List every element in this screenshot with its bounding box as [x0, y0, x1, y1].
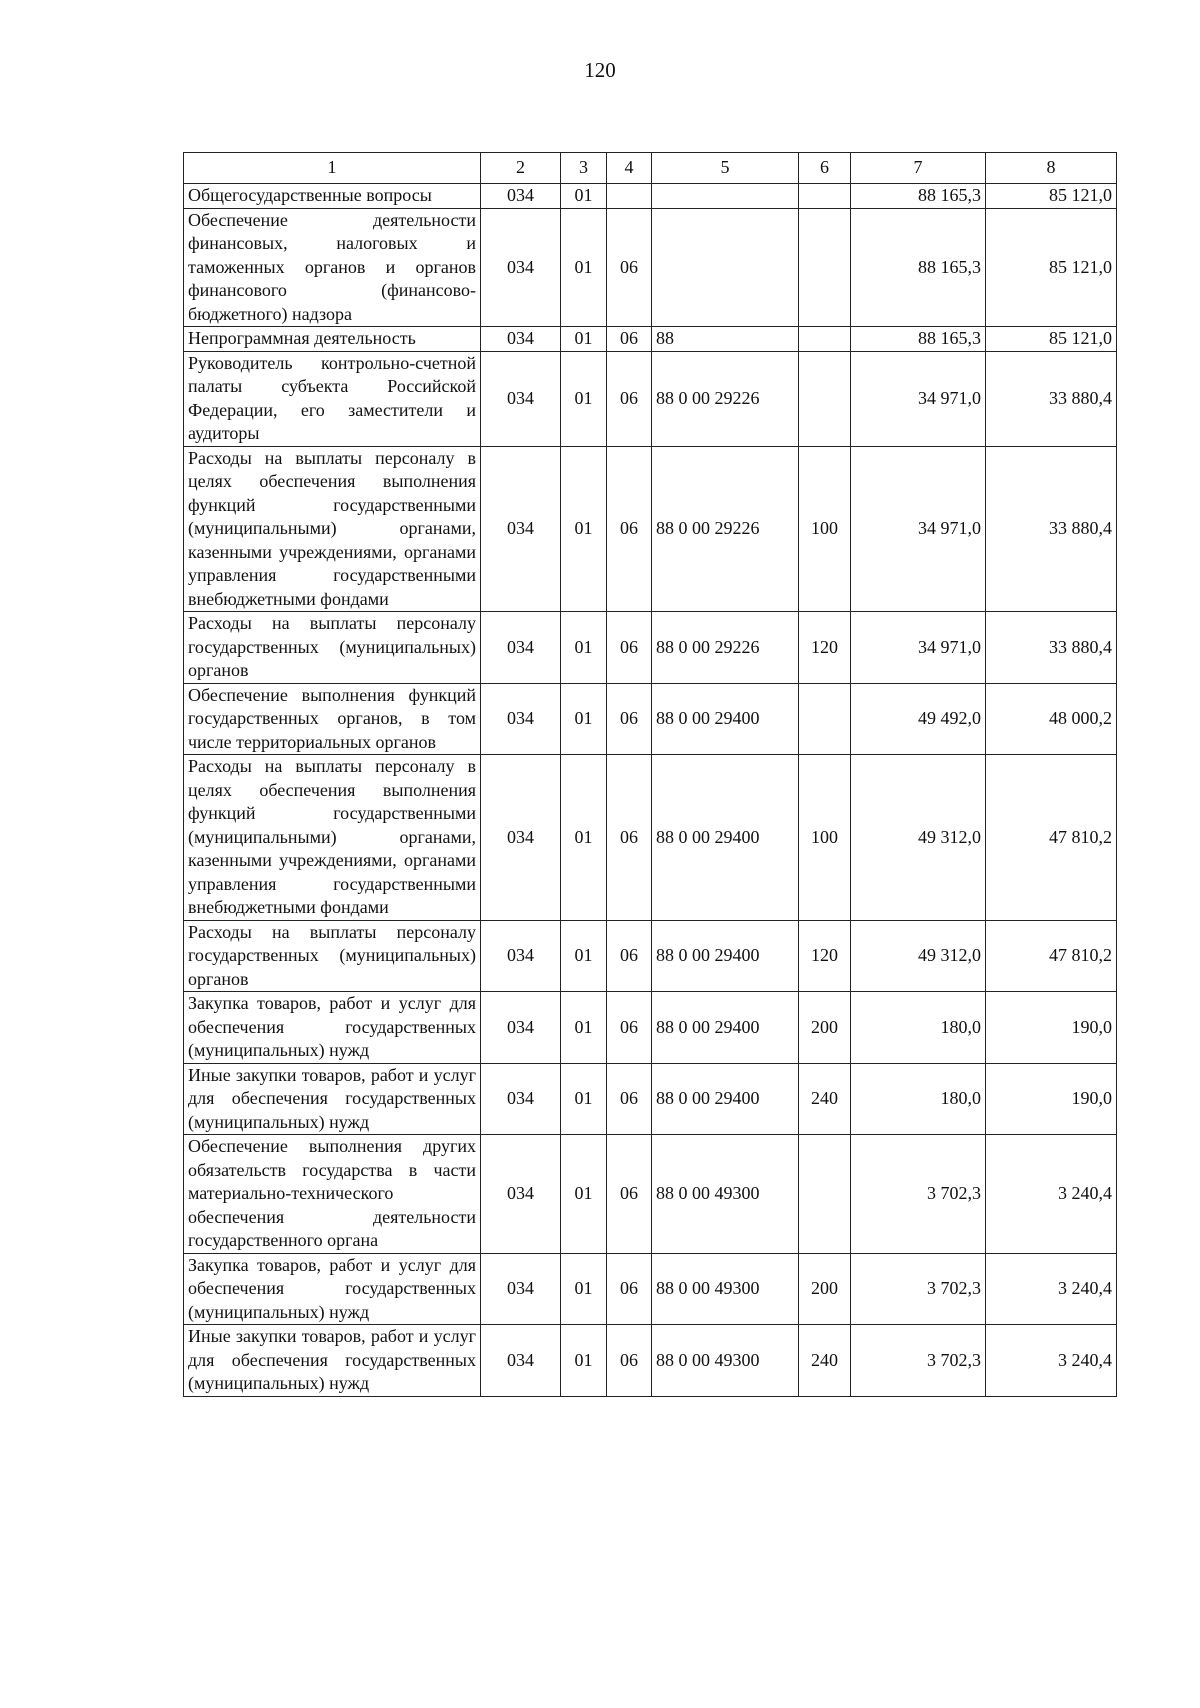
amount-year2-cell: 85 121,0 — [986, 208, 1117, 327]
amount-year2-cell: 3 240,4 — [986, 1325, 1117, 1397]
code-cell: 034 — [481, 327, 561, 352]
code-cell: 034 — [481, 208, 561, 327]
target-article-cell: 88 0 00 29400 — [652, 683, 799, 755]
amount-year1-cell: 180,0 — [851, 1063, 986, 1135]
header-cell: 2 — [481, 153, 561, 184]
subsection-cell: 06 — [607, 612, 652, 684]
target-article-cell: 88 0 00 49300 — [652, 1135, 799, 1254]
name-cell: Закупка товаров, работ и услуг для обеспечения государственных (муниципальных) нужд — [184, 1253, 481, 1325]
amount-year2-cell: 190,0 — [986, 992, 1117, 1064]
table-row — [184, 184, 1117, 209]
target-article-cell: 88 0 00 29400 — [652, 992, 799, 1064]
table-row — [184, 1063, 1117, 1135]
target-article-cell: 88 0 00 29226 — [652, 612, 799, 684]
subsection-cell — [607, 184, 652, 209]
name-cell: Иные закупки товаров, работ и услуг для обеспечения государственных (муниципальных) нужд — [184, 1325, 481, 1397]
section-cell: 01 — [561, 1135, 607, 1254]
code-cell: 034 — [481, 612, 561, 684]
subsection-cell: 06 — [607, 1253, 652, 1325]
target-article-cell: 88 0 00 49300 — [652, 1253, 799, 1325]
subsection-cell: 06 — [607, 208, 652, 327]
expense-type-cell — [799, 327, 851, 352]
amount-year1-cell: 34 971,0 — [851, 446, 986, 612]
code-cell: 034 — [481, 1253, 561, 1325]
subsection-cell: 06 — [607, 1135, 652, 1254]
header-cell: 4 — [607, 153, 652, 184]
section-cell: 01 — [561, 1253, 607, 1325]
amount-year1-cell: 49 312,0 — [851, 755, 986, 921]
header-cell: 5 — [652, 153, 799, 184]
amount-year1-cell: 88 165,3 — [851, 327, 986, 352]
section-cell: 01 — [561, 755, 607, 921]
amount-year1-cell: 34 971,0 — [851, 612, 986, 684]
amount-year2-cell: 33 880,4 — [986, 612, 1117, 684]
target-article-cell: 88 0 00 29400 — [652, 1063, 799, 1135]
code-cell: 034 — [481, 351, 561, 446]
subsection-cell: 06 — [607, 992, 652, 1064]
section-cell: 01 — [561, 208, 607, 327]
code-cell: 034 — [481, 184, 561, 209]
amount-year1-cell: 3 702,3 — [851, 1135, 986, 1254]
name-cell: Обеспечение деятельности финансовых, налоговых и таможенных органов и органов финансового (финансово-бюджетного) надзора — [184, 208, 481, 327]
expense-type-cell: 100 — [799, 755, 851, 921]
code-cell: 034 — [481, 1135, 561, 1254]
code-cell: 034 — [481, 683, 561, 755]
table-row — [184, 446, 1117, 612]
code-cell: 034 — [481, 920, 561, 992]
amount-year1-cell: 3 702,3 — [851, 1253, 986, 1325]
expense-type-cell — [799, 1135, 851, 1254]
header-cell: 6 — [799, 153, 851, 184]
expense-type-cell: 200 — [799, 1253, 851, 1325]
section-cell: 01 — [561, 992, 607, 1064]
expense-type-cell: 240 — [799, 1063, 851, 1135]
amount-year2-cell: 3 240,4 — [986, 1253, 1117, 1325]
name-cell: Расходы на выплаты персоналу в целях обеспечения выполнения функций государственными (муниципальными) органами, казенными учреждениями, органами управления государственными внебюджетными фондами — [184, 446, 481, 612]
name-cell: Расходы на выплаты персоналу государственных (муниципальных) органов — [184, 920, 481, 992]
table-row — [184, 612, 1117, 684]
section-cell: 01 — [561, 446, 607, 612]
subsection-cell: 06 — [607, 351, 652, 446]
table-row — [184, 327, 1117, 352]
section-cell: 01 — [561, 1325, 607, 1397]
section-cell: 01 — [561, 327, 607, 352]
table-row — [184, 992, 1117, 1064]
name-cell: Руководитель контрольно-счетной палаты субъекта Российской Федерации, его заместители и аудиторы — [184, 351, 481, 446]
code-cell: 034 — [481, 1325, 561, 1397]
table-row — [184, 1253, 1117, 1325]
name-cell: Обеспечение выполнения функций государственных органов, в том числе территориальных органов — [184, 683, 481, 755]
expense-type-cell — [799, 351, 851, 446]
expense-type-cell: 100 — [799, 446, 851, 612]
header-cell: 1 — [184, 153, 481, 184]
section-cell: 01 — [561, 920, 607, 992]
table-row — [184, 351, 1117, 446]
amount-year2-cell: 48 000,2 — [986, 683, 1117, 755]
amount-year1-cell: 3 702,3 — [851, 1325, 986, 1397]
amount-year2-cell: 85 121,0 — [986, 184, 1117, 209]
header-cell: 8 — [986, 153, 1117, 184]
page-number: 120 — [584, 58, 616, 82]
target-article-cell: 88 0 00 49300 — [652, 1325, 799, 1397]
expense-type-cell: 200 — [799, 992, 851, 1064]
amount-year1-cell: 49 492,0 — [851, 683, 986, 755]
amount-year2-cell: 33 880,4 — [986, 351, 1117, 446]
expense-type-cell — [799, 208, 851, 327]
amount-year2-cell: 3 240,4 — [986, 1135, 1117, 1254]
name-cell: Закупка товаров, работ и услуг для обеспечения государственных (муниципальных) нужд — [184, 992, 481, 1064]
target-article-cell: 88 0 00 29226 — [652, 351, 799, 446]
subsection-cell: 06 — [607, 1063, 652, 1135]
target-article-cell: 88 0 00 29226 — [652, 446, 799, 612]
expense-type-cell — [799, 683, 851, 755]
section-cell: 01 — [561, 1063, 607, 1135]
code-cell: 034 — [481, 755, 561, 921]
code-cell: 034 — [481, 1063, 561, 1135]
section-cell: 01 — [561, 184, 607, 209]
target-article-cell: 88 0 00 29400 — [652, 755, 799, 921]
code-cell: 034 — [481, 992, 561, 1064]
amount-year1-cell: 88 165,3 — [851, 184, 986, 209]
budget-table — [183, 152, 1117, 1397]
amount-year2-cell: 47 810,2 — [986, 920, 1117, 992]
subsection-cell: 06 — [607, 446, 652, 612]
amount-year1-cell: 88 165,3 — [851, 208, 986, 327]
subsection-cell: 06 — [607, 683, 652, 755]
subsection-cell: 06 — [607, 755, 652, 921]
amount-year1-cell: 49 312,0 — [851, 920, 986, 992]
expense-type-cell — [799, 184, 851, 209]
amount-year2-cell: 47 810,2 — [986, 755, 1117, 921]
header-cell: 7 — [851, 153, 986, 184]
amount-year2-cell: 85 121,0 — [986, 327, 1117, 352]
target-article-cell: 88 0 00 29400 — [652, 920, 799, 992]
amount-year1-cell: 34 971,0 — [851, 351, 986, 446]
name-cell: Обеспечение выполнения других обязательств государства в части материально-технического обеспечения деятельности государственного органа — [184, 1135, 481, 1254]
table-row — [184, 755, 1117, 921]
table-row — [184, 683, 1117, 755]
expense-type-cell: 240 — [799, 1325, 851, 1397]
header-row — [184, 153, 1117, 184]
section-cell: 01 — [561, 351, 607, 446]
target-article-cell: 88 — [652, 327, 799, 352]
amount-year2-cell: 33 880,4 — [986, 446, 1117, 612]
name-cell: Общегосударственные вопросы — [184, 184, 481, 209]
subsection-cell: 06 — [607, 1325, 652, 1397]
header-cell: 3 — [561, 153, 607, 184]
table-row — [184, 920, 1117, 992]
subsection-cell: 06 — [607, 920, 652, 992]
amount-year1-cell: 180,0 — [851, 992, 986, 1064]
name-cell: Иные закупки товаров, работ и услуг для обеспечения государственных (муниципальных) нужд — [184, 1063, 481, 1135]
table-row — [184, 1135, 1117, 1254]
subsection-cell: 06 — [607, 327, 652, 352]
table-row — [184, 208, 1117, 327]
expense-type-cell: 120 — [799, 612, 851, 684]
section-cell: 01 — [561, 683, 607, 755]
name-cell: Расходы на выплаты персоналу в целях обеспечения выполнения функций государственными (муниципальными) органами, казенными учреждениями, органами управления государственными внебюджетными фондами — [184, 755, 481, 921]
amount-year2-cell: 190,0 — [986, 1063, 1117, 1135]
code-cell: 034 — [481, 446, 561, 612]
table-row — [184, 1325, 1117, 1397]
name-cell: Непрограммная деятельность — [184, 327, 481, 352]
name-cell: Расходы на выплаты персоналу государственных (муниципальных) органов — [184, 612, 481, 684]
expense-type-cell: 120 — [799, 920, 851, 992]
target-article-cell — [652, 184, 799, 209]
target-article-cell — [652, 208, 799, 327]
section-cell: 01 — [561, 612, 607, 684]
